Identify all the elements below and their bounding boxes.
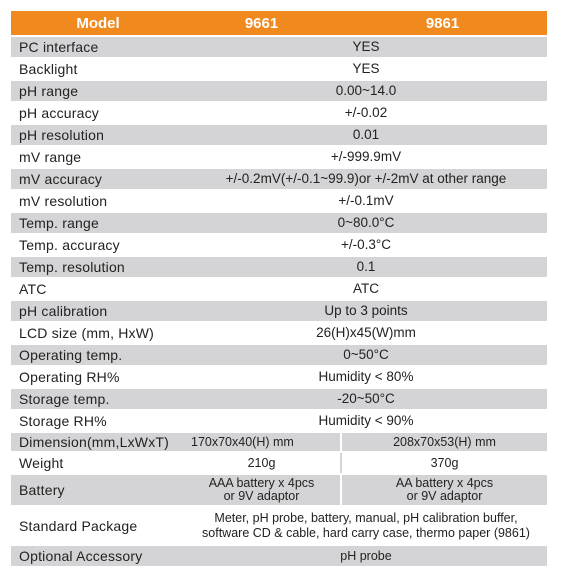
dimension-9861: 208x70x53(H) mm [340,433,547,451]
battery-9661 [185,475,338,505]
table-row [11,169,547,189]
table-row [11,213,547,233]
header-model: Model [76,14,120,32]
row-label: Weight [19,455,64,471]
row-label: pH calibration [19,303,108,319]
battery-9661-line2: or 9V adaptor [223,489,300,503]
table-row [11,367,547,387]
table-header [11,11,547,35]
row-value: -20~50°C [337,391,395,406]
row-value: +/-0.02 [344,105,388,120]
row-label: Backlight [19,61,78,77]
battery-9661-line1: AAA battery x 4pcs [208,476,315,490]
table-row [11,81,547,101]
header-9661: 9661 [244,14,279,32]
row-label: Temp. range [19,215,100,231]
table-row-package [11,507,547,544]
package-line1: Meter, pH probe, battery, manual, pH calibration buffer, [214,510,518,525]
table-row [11,279,547,299]
table-row [11,411,547,431]
row-label: Battery [19,482,65,498]
row-value: Humidity < 80% [318,369,414,384]
table-row-accessory [11,546,547,566]
row-label: Standard Package [19,517,138,534]
row-label: Operating temp. [19,347,123,363]
row-label: Temp. resolution [19,259,125,275]
table-row-dimension [11,433,547,451]
row-label: ATC [19,281,47,297]
battery-9861-line1: AA battery x 4pcs [395,476,494,490]
table-row [11,345,547,365]
row-value: ATC [353,281,379,296]
row-value: 0.1 [356,259,376,274]
row-value: YES [352,39,380,54]
table-row [11,389,547,409]
table-row [11,257,547,277]
spec-table [11,11,547,566]
table-row-battery [11,475,547,505]
row-value: Up to 3 points [324,303,408,318]
row-label: pH accuracy [19,105,100,121]
table-row [11,191,547,211]
simple-rows [11,37,547,431]
row-value: 0.00~14.0 [335,83,397,98]
row-label: Storage temp. [19,391,110,407]
row-label: Dimension(mm,LxWxT) [19,434,170,450]
row-label: mV accuracy [19,171,103,187]
table-row [11,147,547,167]
table-row [11,125,547,145]
row-label: Storage RH% [19,413,107,429]
battery-9861 [340,475,547,505]
weight-9861: 370g [340,453,547,473]
row-label: pH range [19,83,79,99]
row-label: mV resolution [19,193,108,209]
weight-9661: 210g [247,455,276,470]
row-value: Humidity < 90% [318,413,414,428]
row-label: LCD size (mm, HxW) [19,325,155,341]
dimension-9661: 170x70x40(H) mm [191,434,294,449]
header-9861: 9861 [425,14,460,32]
row-value: 26(H)x45(W)mm [316,325,416,340]
table-row [11,301,547,321]
row-value: 0.01 [352,127,380,142]
row-label: Optional Accessory [19,548,143,564]
row-label: Operating RH% [19,369,120,385]
row-label: pH resolution [19,127,105,143]
row-value: YES [352,61,380,76]
row-value: +/-0.3°C [340,237,392,252]
table-row [11,37,547,57]
row-label: PC interface [19,39,99,55]
row-value: +/-0.2mV(+/-0.1~99.9)or +/-2mV at other range [225,171,507,186]
package-value [185,507,547,544]
row-value: +/-0.1mV [338,193,394,208]
package-line2: software CD & cable, hard carry case, thermo paper (9861) [202,525,530,540]
table-row-weight [11,453,547,473]
row-value: 0~80.0°C [337,215,395,230]
row-value: 0~50°C [343,347,389,362]
table-row [11,59,547,79]
row-label: mV range [19,149,82,165]
row-label: Temp. accuracy [19,237,120,253]
table-row [11,103,547,123]
accessory-value: pH probe [340,549,392,563]
battery-9861-line2: or 9V adaptor [406,489,483,503]
table-row [11,235,547,255]
table-row [11,323,547,343]
row-value: +/-999.9mV [330,149,402,164]
